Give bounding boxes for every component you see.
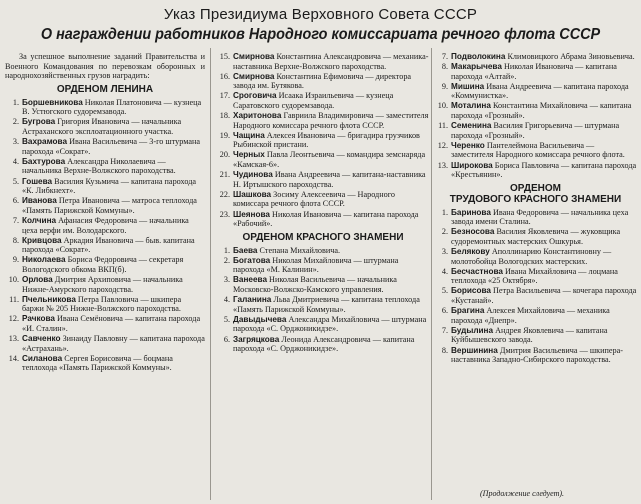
award-entry [216, 246, 430, 256]
entry-number: 3. [441, 247, 448, 257]
entry-text [22, 354, 205, 373]
entry-text [451, 121, 637, 140]
order-red-banner-heading: ОРДЕНОМ КРАСНОГО ЗНАМЕНИ [242, 231, 404, 243]
entry-details: Николая Платоновича — кузнеца В. Устюгского судоремзавода. [22, 97, 202, 117]
entry-number: 12. [8, 314, 19, 324]
entry-surname: Бахтурова [22, 156, 66, 166]
entry-number: 4. [12, 156, 19, 166]
entry-number: 11. [9, 294, 19, 304]
entry-text [451, 286, 637, 305]
entry-text [22, 216, 205, 235]
entry-details: Алексея Ивановича — бригадира грузчиков Рыбинской пристани. [233, 130, 420, 150]
decree-title: Указ Президиума Верховного Совета СССР [163, 6, 478, 23]
entry-text [22, 157, 205, 176]
entry-number: 20. [219, 150, 230, 160]
entry-details: Григория Ивановича — начальника Астраханского эксплоатационного участка. [22, 117, 182, 137]
labour-red-banner-list [434, 208, 637, 365]
award-entry [434, 101, 637, 120]
entry-details: Аполлинарию Константиновну — молотобойца Вологодских мастерских. [451, 247, 612, 266]
entry-number: 21. [219, 170, 230, 180]
award-entry [5, 117, 205, 136]
entry-details: Александра Михайловича — штурмана парохода «С. Орджоникидзе». [233, 314, 427, 334]
entry-text [233, 72, 430, 91]
entry-number: 3. [223, 275, 230, 285]
entry-surname: Галанина [233, 295, 272, 305]
entry-details: Петра Ивановича — матроса теплохода «Память Парижской Коммуны». [22, 196, 197, 215]
entry-surname: Борисова [451, 286, 491, 296]
entry-details: Василия Кузьмича — капитана парохода «К. Либкнехт». [22, 176, 196, 196]
entry-number: 22. [219, 189, 230, 199]
entry-details: Александра Николаевича — начальника Верхне-Волжского пароходства. [22, 156, 176, 176]
entry-text [22, 275, 205, 294]
entry-surname: Широкова [451, 160, 493, 170]
entry-number: 15. [219, 52, 230, 61]
entry-text [233, 91, 430, 110]
entry-number: 1. [223, 245, 230, 255]
entry-surname: Вахрамова [22, 137, 68, 147]
entry-text [233, 170, 430, 189]
entry-text [451, 247, 637, 266]
column-1 [5, 52, 205, 373]
entry-number: 10. [8, 274, 19, 284]
award-entry [434, 121, 637, 140]
entry-text [233, 150, 430, 169]
award-entry [434, 62, 637, 81]
entry-surname: Шашкова [233, 189, 272, 199]
entry-surname: Рачкова [22, 314, 55, 324]
lenin-list [5, 98, 205, 373]
award-entry [434, 82, 637, 101]
entry-details: Льва Дмитриевича — капитана теплохода «Память Парижской Коммуны». [233, 295, 420, 314]
award-entry [5, 295, 205, 314]
entry-surname: Силанова [22, 353, 63, 363]
entry-surname: Безносова [451, 227, 495, 237]
entry-surname: Давыдычева [233, 314, 287, 324]
entry-surname: Вершинина [451, 345, 498, 355]
entry-surname: Будылина [451, 325, 494, 335]
entry-details: Андрея Яковлевича — капитана Куйбышевского завода. [451, 325, 608, 345]
entry-details: Василия Григорьевича — штурмана парохода «Грозный». [451, 121, 620, 140]
entry-surname: Баева [233, 245, 258, 255]
entry-details: Николая Михайловича — штурмана парохода «М. Калинин». [233, 255, 399, 275]
entry-surname: Николаева [22, 255, 66, 265]
entry-details: Степана Михайловича. [257, 245, 341, 255]
entry-text [22, 314, 205, 333]
entry-details: Петра Павловича — шкипера баржи № 205 Нижне-Волжского пароходства. [22, 294, 182, 314]
entry-number: 7. [12, 215, 19, 225]
entry-details: Ивана Федоровича — начальника цеха завода имени Сталина. [451, 207, 629, 227]
entry-surname: Макарычева [451, 62, 502, 72]
entry-surname: Орлова [22, 274, 53, 284]
order-lenin-heading: ОРДЕНОМ ЛЕНИНА [56, 83, 154, 95]
award-entry [5, 137, 205, 156]
entry-text [22, 98, 205, 117]
entry-surname: Брагина [451, 306, 485, 316]
entry-details: Исаака Израильевича — кузнеца Саратовского судоремзавода. [233, 91, 394, 110]
entry-number: 6. [441, 306, 448, 316]
entry-text [451, 227, 637, 246]
entry-number: 19. [219, 130, 230, 140]
entry-number: 3. [12, 137, 19, 147]
entry-surname: Гошева [22, 176, 53, 186]
award-entry [216, 275, 430, 294]
entry-text [22, 334, 205, 353]
award-entry [434, 267, 637, 286]
award-entry [5, 275, 205, 294]
entry-surname: Шеянова [233, 209, 270, 219]
entry-details: Пантелеймона Васильевича — заместителя Народного комиссара речного флота. [451, 140, 625, 160]
entry-surname: Мишина [451, 81, 485, 91]
entry-surname: Баринова [451, 207, 491, 217]
entry-surname: Бесчастнова [451, 266, 503, 276]
entry-surname: Смирнова [233, 71, 275, 81]
entry-text [22, 255, 205, 274]
entry-number: 14. [8, 353, 19, 363]
entry-details: Ивана Андреевича — капитана парохода «Коммунистка». [451, 81, 629, 101]
entry-number: 2. [12, 117, 19, 127]
award-entry [5, 255, 205, 274]
award-entry [5, 177, 205, 196]
entry-details: Василия Яковлевича — жуковщика судоремонтных мастерских Ошкурья. [451, 227, 621, 246]
continued-note: (Продолжение следует). [480, 489, 565, 498]
award-entry [216, 131, 430, 150]
entry-text [451, 306, 637, 325]
entry-surname: Колчина [22, 215, 57, 225]
award-entry [5, 157, 205, 176]
award-entry [5, 236, 205, 255]
entry-text [22, 196, 205, 215]
award-entry [434, 227, 637, 246]
entry-text [233, 190, 430, 209]
award-entry [434, 208, 637, 227]
entry-text [451, 326, 637, 345]
entry-number: 1. [12, 97, 19, 107]
entry-number: 10. [437, 101, 448, 111]
entry-details: Дмитрия Васильевича — шкипера-наставника Западно-Сибирского пароходства. [451, 345, 623, 365]
entry-surname: Черенко [451, 140, 485, 150]
entry-number: 5. [12, 176, 19, 186]
entry-details: Николая Ивановича — капитана парохода «Алтай». [451, 62, 617, 81]
entry-number: 13. [8, 334, 19, 344]
entry-number: 4. [223, 295, 230, 305]
entry-number: 2. [441, 227, 448, 237]
entry-text [233, 335, 430, 354]
entry-surname: Иванова [22, 196, 57, 206]
award-entry [216, 111, 430, 130]
entry-text [22, 177, 205, 196]
column-2 [216, 52, 430, 354]
entry-details: Зосиму Алексеевича — Народного комиссара речного флота СССР. [233, 189, 395, 209]
entry-number: 1. [441, 207, 448, 217]
entry-details: Гавриила Владимировича — заместителя Народного комиссара речного флота СССР. [233, 111, 429, 130]
entry-details: Афанасия Федоровича — начальника цеха верфи им. Володарского. [22, 215, 189, 235]
entry-details: Ивана Семёновича — капитана парохода «И. Сталин». [22, 314, 201, 333]
entry-text [22, 236, 205, 255]
column-3 [434, 52, 637, 365]
entry-text [233, 131, 430, 150]
award-entry [5, 216, 205, 235]
intro-paragraph: За успешное выполнение заданий Правительства и Военного Командования по перевозкам оборонных и народнохозяйственных грузов наградить: [5, 52, 205, 81]
entry-number: 8. [441, 345, 448, 355]
award-entry [434, 326, 637, 345]
entry-text [22, 137, 205, 156]
entry-surname: Чащина [233, 130, 265, 140]
award-entry [216, 315, 430, 334]
entry-details: Ивана Васильевича — 3-го штурмана парохода «Сократ». [22, 137, 201, 156]
order-labour-heading-line2: ТРУДОВОГО КРАСНОГО ЗНАМЕНИ [449, 193, 622, 205]
entry-details: Аркадия Ивановича — быв. капитана парохода «Сократ». [22, 235, 195, 255]
entry-details: Климовицкого Абрама Зиновьевича. [505, 52, 635, 61]
award-entry [5, 354, 205, 373]
entry-details: Константина Ефимовича — директора завода им. Бутякова. [233, 71, 412, 91]
award-entry [434, 306, 637, 325]
entry-text [451, 346, 637, 365]
entry-surname: Загряцкова [233, 334, 280, 344]
entry-surname: Харитонова [233, 111, 282, 121]
column-divider [210, 48, 211, 500]
entry-number: 8. [441, 62, 448, 72]
award-entry [216, 190, 430, 209]
entry-details: Николая Ивановича — капитана парохода «Рабочий». [233, 209, 419, 229]
award-entry [216, 170, 430, 189]
entry-surname: Бугрова [22, 117, 56, 127]
entry-surname: Ванеева [233, 275, 267, 285]
entry-number: 11. [438, 121, 448, 131]
entry-surname: Белякову [451, 247, 490, 257]
entry-surname: Чудинова [233, 170, 273, 180]
entry-number: 5. [441, 286, 448, 296]
entry-details: Бориса Федоровича — секретаря Вологодского обкома ВКП(б). [22, 255, 184, 274]
entry-number: 6. [12, 196, 19, 206]
entry-text [233, 275, 430, 294]
entry-surname: Богатова [233, 255, 271, 265]
entry-details: Зинаиду Павловну — капитана парохода «Астрахань». [22, 334, 205, 353]
entry-number: 13. [437, 160, 448, 170]
red-banner-list-continued [434, 52, 637, 180]
entry-number: 6. [223, 334, 230, 344]
entry-details: Алексея Михайловича — механика парохода «Днепр». [451, 306, 610, 325]
entry-surname: Савченко [22, 334, 61, 344]
red-banner-list [216, 246, 430, 354]
award-entry [5, 98, 205, 117]
entry-number: 7. [441, 325, 448, 335]
entry-text [451, 82, 637, 101]
entry-number: 4. [441, 266, 448, 276]
award-entry [434, 247, 637, 266]
entry-number: 2. [223, 255, 230, 265]
entry-text [451, 52, 637, 62]
entry-text [451, 62, 637, 81]
entry-text [451, 208, 637, 227]
entry-details: Павла Леонтьевича — командира земснаряда «Камская-6». [233, 150, 426, 170]
column-divider [431, 48, 432, 500]
entry-text [233, 246, 430, 256]
entry-text [22, 117, 205, 136]
entry-text [451, 141, 637, 160]
entry-surname: Моталина [451, 101, 491, 111]
entry-text [22, 295, 205, 314]
entry-text [233, 315, 430, 334]
entry-details: Петра Васильевича — кочегара парохода «Кустанай». [451, 286, 637, 306]
entry-number: 12. [437, 140, 448, 150]
award-entry [434, 52, 637, 62]
award-entry [216, 91, 430, 110]
award-entry [216, 295, 430, 314]
entry-text [233, 256, 430, 275]
entry-number: 8. [12, 235, 19, 245]
entry-number: 16. [219, 71, 230, 81]
entry-text [233, 111, 430, 130]
award-entry [216, 256, 430, 275]
order-labour-heading-line1: ОРДЕНОМ [510, 182, 561, 194]
entry-surname: Боршевникова [22, 97, 83, 107]
entry-surname: Кривцова [22, 235, 62, 245]
entry-details: Николая Васильевича — начальника Московско-Волжско-Камского управления. [233, 275, 397, 295]
award-entry [434, 346, 637, 365]
entry-surname: Сроговича [233, 91, 277, 101]
entry-text [233, 295, 430, 314]
order-labour-heading [434, 183, 637, 205]
entry-details: Ивана Михайловича — лоцмана теплохода «25 Октября». [451, 266, 618, 286]
award-entry [216, 210, 430, 229]
entry-number: 17. [219, 91, 230, 101]
entry-number: 18. [219, 111, 230, 121]
entry-number: 9. [12, 255, 19, 265]
entry-number: 23. [219, 209, 230, 219]
award-entry [5, 196, 205, 215]
entry-number: 9. [441, 81, 448, 91]
entry-surname: Семенина [451, 121, 492, 131]
entry-details: Бориса Павловича — капитана парохода «Крестьянин». [451, 160, 637, 180]
entry-text [233, 52, 430, 71]
award-entry [216, 335, 430, 354]
entry-text [451, 267, 637, 286]
entry-number: 5. [223, 314, 230, 324]
entry-details: Ивана Андреевича — капитана-наставника Н. Иртышского пароходства. [233, 170, 426, 189]
award-entry [5, 314, 205, 333]
award-entry [5, 334, 205, 353]
entry-surname: Подволокина [451, 52, 506, 61]
lenin-list-continued [216, 52, 430, 229]
entry-surname: Черных [233, 150, 265, 160]
award-entry [216, 150, 430, 169]
award-entry [216, 52, 430, 71]
award-entry [216, 72, 430, 91]
entry-number: 7. [441, 52, 448, 61]
entry-text [451, 101, 637, 120]
entry-details: Леонида Александровича — капитана парохода «С. Орджоникидзе». [233, 334, 415, 354]
entry-details: Дмитрия Архиповича — начальника Нижне-Амурского пароходства. [22, 274, 183, 294]
entry-surname: Пчельникова [22, 294, 76, 304]
award-entry [434, 161, 637, 180]
entry-text [233, 210, 430, 229]
decree-headline: О награждении работников Народного комиссариата речного флота СССР [40, 26, 601, 43]
entry-details: Константина Александровича — механика-наставника Верхне-Волжского пароходства. [233, 52, 429, 71]
entry-surname: Смирнова [233, 52, 275, 61]
entry-text [451, 161, 637, 180]
award-entry [434, 286, 637, 305]
entry-details: Константина Михайловича — капитана парохода «Грозный». [451, 101, 632, 121]
entry-details: Сергея Борисовича — боцмана теплохода «Память Парижской Коммуны». [22, 353, 173, 373]
award-entry [434, 141, 637, 160]
